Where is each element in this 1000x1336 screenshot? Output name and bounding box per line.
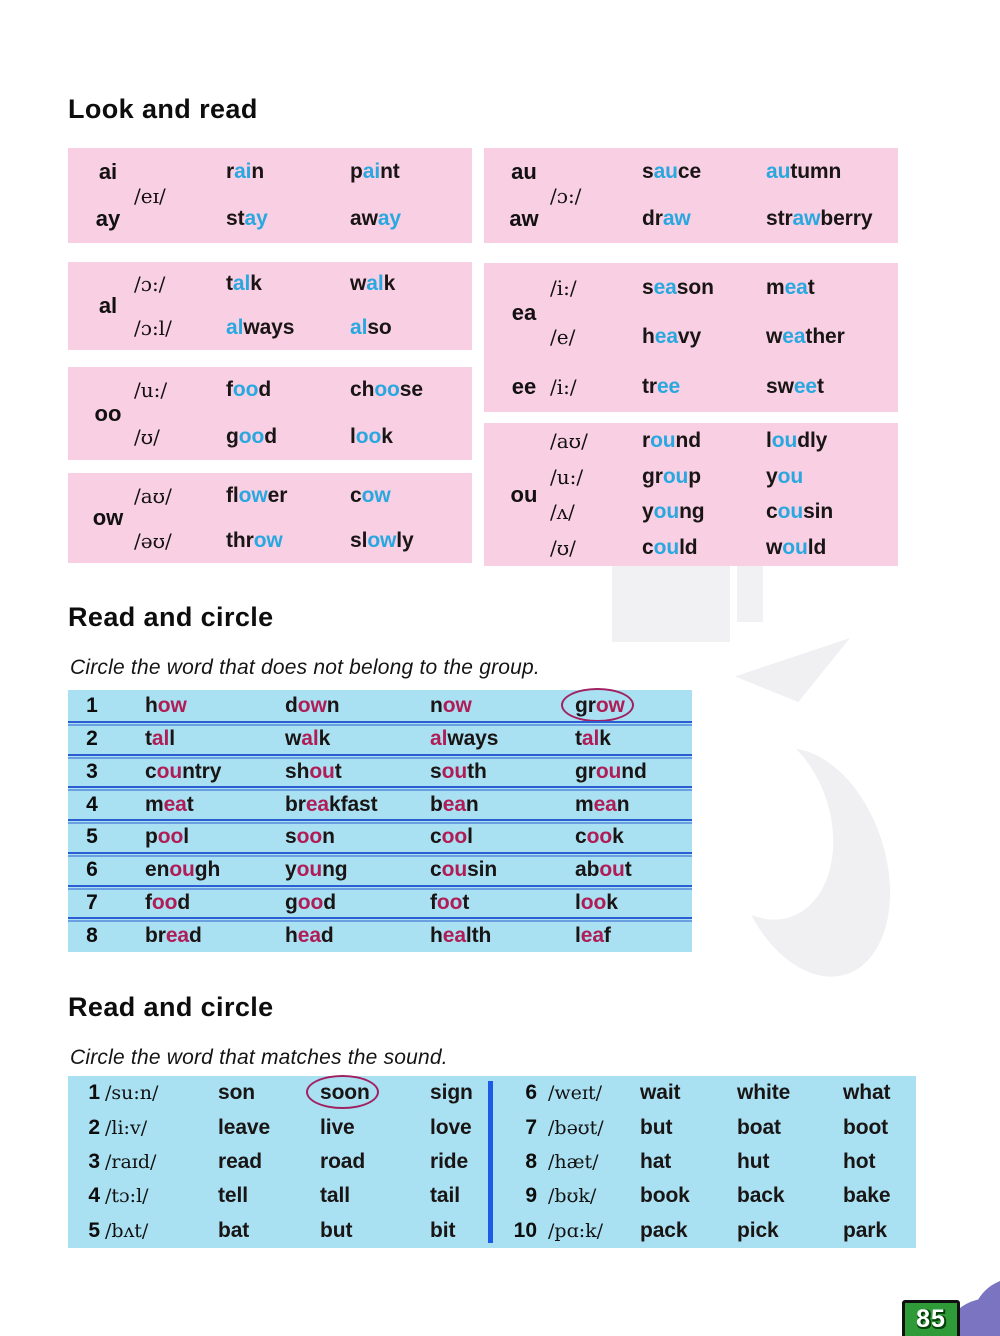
word: talk (226, 272, 262, 295)
word: walk (350, 272, 396, 295)
phonics-box-al (68, 262, 472, 350)
word-cell (766, 495, 898, 531)
word-cell[interactable] (145, 690, 187, 723)
table-row (68, 788, 692, 821)
pattern-label: aw (509, 206, 539, 232)
word-cell (642, 530, 766, 566)
row-number: 7 (86, 890, 98, 914)
row-number: 10 (513, 1218, 537, 1242)
ipa-label: /hæt/ (548, 1150, 599, 1173)
row-divider (68, 754, 692, 756)
word-cell[interactable] (575, 690, 625, 723)
pattern-label: al (98, 293, 118, 318)
word-cell[interactable] (285, 821, 335, 854)
row-number: 3 (88, 1149, 100, 1173)
table-row (68, 854, 692, 887)
word-cell[interactable] (575, 854, 632, 887)
word: cousin (766, 500, 834, 524)
word[interactable]: foot (430, 890, 470, 914)
word: look (350, 424, 393, 448)
word[interactable]: but (320, 1218, 353, 1242)
odd-one-out-table (68, 690, 692, 952)
word[interactable]: hat (640, 1149, 672, 1173)
word[interactable]: down (285, 694, 340, 718)
word[interactable]: bit (430, 1218, 456, 1242)
word[interactable]: road (320, 1149, 366, 1173)
pattern-label: ou (510, 481, 538, 507)
word: flower (226, 483, 288, 507)
page-number-badge (902, 1300, 960, 1336)
word[interactable]: sign (430, 1081, 473, 1105)
row-divider (68, 917, 692, 919)
word-cell[interactable] (640, 1214, 687, 1248)
pattern-label: oo (94, 400, 122, 426)
word-cell[interactable] (575, 723, 611, 756)
phonics-box-au-aw (484, 148, 898, 243)
word-cell[interactable] (737, 1214, 779, 1248)
ipa-label: /tɔ:l/ (105, 1185, 149, 1208)
word[interactable]: ground (575, 759, 647, 783)
word-cell (766, 362, 898, 412)
ipa-label: /i:/ (550, 375, 577, 400)
word[interactable]: leave (218, 1115, 271, 1139)
row-number: 2 (88, 1115, 100, 1139)
word: meat (766, 275, 815, 299)
word-cell[interactable] (430, 919, 491, 952)
word[interactable]: leaf (575, 923, 611, 947)
phonics-box-oo (68, 367, 472, 460)
column-divider (488, 1081, 493, 1243)
ipa-label: /aʊ/ (134, 483, 172, 508)
section-heading-read-and-circle-2: Read and circle (68, 992, 274, 1022)
word[interactable]: read (218, 1149, 262, 1173)
word: good (226, 424, 277, 448)
word[interactable]: how (145, 694, 187, 718)
word-cell[interactable] (285, 919, 334, 952)
word-cell (766, 148, 898, 196)
word[interactable]: now (430, 694, 472, 718)
row-number: 6 (86, 858, 98, 882)
word-cell (642, 362, 766, 412)
word[interactable]: pack (640, 1218, 688, 1242)
word-cell[interactable] (145, 723, 175, 756)
word[interactable]: head (285, 923, 334, 947)
ipa-label: /u:/ (550, 464, 584, 489)
word-cell[interactable] (575, 919, 611, 952)
word: throw (226, 528, 283, 552)
word[interactable]: pool (145, 825, 189, 849)
word-cell[interactable] (430, 690, 472, 723)
word-cell (350, 262, 472, 306)
word: paint (350, 159, 400, 183)
word[interactable]: breakfast (285, 792, 378, 816)
ipa-label: /ʌ/ (550, 500, 575, 525)
word[interactable]: country (145, 759, 222, 783)
word-cell (350, 367, 472, 414)
word[interactable]: book (640, 1184, 690, 1208)
word-cell (642, 423, 766, 459)
row-number: 5 (86, 825, 98, 849)
circled-word[interactable]: soon (320, 1081, 370, 1105)
word-cell (226, 518, 350, 563)
word[interactable]: good (285, 890, 336, 914)
word-cell[interactable] (737, 1110, 781, 1144)
word[interactable]: health (430, 923, 492, 947)
word-cell[interactable] (640, 1110, 672, 1144)
word[interactable]: tall (320, 1184, 350, 1208)
word: loudly (766, 428, 828, 452)
word-cell[interactable] (430, 723, 498, 756)
word-cell (226, 306, 350, 350)
word-cell[interactable] (737, 1145, 769, 1179)
word-cell[interactable] (737, 1076, 790, 1110)
word: sweet (766, 375, 824, 399)
word[interactable]: hot (843, 1149, 876, 1173)
word: slowly (350, 528, 414, 552)
word: young (642, 500, 705, 524)
ipa-label: /eɪ/ (134, 183, 166, 208)
word[interactable]: pick (737, 1218, 779, 1242)
word: you (766, 464, 804, 488)
ipa-label: /ɔ:l/ (134, 316, 172, 340)
word-cell (642, 148, 766, 196)
word: always (226, 316, 295, 339)
word-cell (642, 196, 766, 244)
word[interactable]: hut (737, 1149, 770, 1173)
word[interactable]: shout (285, 759, 342, 783)
row-number: 3 (86, 759, 98, 783)
word-cell[interactable] (575, 756, 647, 789)
corner-blob (972, 1278, 1000, 1336)
word-cell[interactable] (843, 1110, 888, 1144)
ipa-label: /u:/ (134, 378, 168, 403)
ipa-label: /weɪt/ (548, 1082, 603, 1105)
row-number: 8 (86, 923, 98, 947)
word-cell[interactable] (145, 854, 220, 887)
circled-word[interactable]: grow (575, 694, 625, 718)
word-cell[interactable] (285, 887, 336, 920)
word-cell[interactable] (843, 1214, 887, 1248)
word[interactable]: ride (430, 1149, 469, 1173)
word-cell[interactable] (430, 887, 469, 920)
word-cell[interactable] (145, 756, 221, 789)
table-row (68, 723, 692, 756)
word-cell[interactable] (145, 919, 202, 952)
word[interactable]: boat (737, 1115, 781, 1139)
word-cell[interactable] (285, 788, 378, 821)
word-cell (766, 313, 898, 363)
word: sauce (642, 159, 702, 183)
word-cell[interactable] (285, 854, 348, 887)
ipa-label: /i:/ (550, 275, 577, 300)
word: tree (642, 375, 681, 399)
row-number: 9 (525, 1184, 537, 1208)
phonics-box-ow (68, 473, 472, 563)
word[interactable]: cousin (430, 858, 498, 882)
word: weather (766, 325, 845, 349)
word-cell[interactable] (575, 821, 624, 854)
pattern-label: ay (95, 206, 121, 232)
word: season (642, 275, 714, 299)
word: autumn (766, 159, 842, 183)
table-row (68, 887, 692, 920)
word[interactable]: bat (218, 1218, 250, 1242)
word-cell (766, 196, 898, 244)
word[interactable]: white (737, 1081, 791, 1105)
word-cell[interactable] (145, 788, 194, 821)
page-number: 85 (916, 1305, 946, 1333)
word: cow (350, 483, 391, 507)
watermark-shape (735, 638, 850, 702)
word[interactable]: cool (430, 825, 473, 849)
word: would (766, 536, 827, 560)
row-number: 1 (86, 694, 98, 718)
word-cell[interactable] (285, 756, 342, 789)
word-cell[interactable] (737, 1179, 784, 1213)
word: group (642, 464, 702, 488)
row-number: 2 (86, 727, 98, 751)
row-number: 5 (88, 1218, 100, 1242)
word[interactable]: south (430, 759, 487, 783)
word[interactable]: always (430, 727, 499, 751)
word[interactable]: about (575, 858, 632, 882)
table-row (68, 821, 692, 854)
phonics-box-ai-ay (68, 148, 472, 243)
pattern-label: ee (511, 374, 537, 400)
word-cell (350, 306, 472, 350)
word-cell[interactable] (430, 821, 473, 854)
table-row (68, 756, 692, 789)
word-cell (226, 414, 350, 461)
word-cell[interactable] (575, 788, 629, 821)
row-divider (68, 852, 692, 854)
word-cell (642, 313, 766, 363)
pattern-label: ow (92, 505, 124, 530)
word[interactable]: bake (843, 1184, 891, 1208)
word-cell (350, 196, 472, 244)
row-number: 4 (86, 792, 98, 816)
ipa-label: /əʊ/ (134, 528, 172, 553)
word[interactable]: food (145, 890, 191, 914)
word-cell (350, 414, 472, 461)
word-cell (642, 263, 766, 313)
word: food (226, 378, 272, 402)
word[interactable]: young (285, 858, 348, 882)
ipa-label: /ɔ:/ (134, 272, 166, 296)
row-number: 6 (525, 1081, 537, 1105)
word-cell (226, 473, 350, 518)
word-cell (642, 495, 766, 531)
row-number: 4 (88, 1184, 100, 1208)
word-cell (766, 530, 898, 566)
word: draw (642, 207, 691, 231)
ipa-label: /ʊ/ (134, 424, 160, 449)
word-cell (350, 473, 472, 518)
word: away (350, 207, 401, 231)
word[interactable]: mean (575, 792, 630, 816)
word-cell[interactable] (145, 887, 190, 920)
word-cell[interactable] (575, 887, 618, 920)
word[interactable]: park (843, 1218, 887, 1242)
word-cell (642, 459, 766, 495)
word[interactable]: bread (145, 923, 202, 947)
word[interactable]: bean (430, 792, 479, 816)
word-cell (766, 459, 898, 495)
word: also (350, 316, 392, 339)
section-heading-read-and-circle-1: Read and circle (68, 602, 274, 632)
word: strawberry (766, 207, 873, 231)
row-divider (68, 786, 692, 788)
word-cell[interactable] (843, 1145, 875, 1179)
pattern-label: ea (511, 299, 537, 325)
word-cell[interactable] (145, 821, 189, 854)
row-divider (68, 721, 692, 723)
ipa-label: /raɪd/ (105, 1150, 157, 1173)
word[interactable]: wait (640, 1081, 681, 1105)
word-cell (226, 367, 350, 414)
pattern-label: au (511, 158, 537, 184)
row-number: 8 (525, 1149, 537, 1173)
word: rain (226, 159, 265, 183)
word: choose (350, 378, 423, 402)
word-cell[interactable] (640, 1179, 690, 1213)
word[interactable]: talk (575, 727, 611, 751)
word-cell[interactable] (843, 1076, 890, 1110)
ipa-label: /su:n/ (105, 1082, 159, 1105)
word[interactable]: cook (575, 825, 624, 849)
word-cell[interactable] (430, 756, 487, 789)
word: stay (226, 207, 268, 231)
word-cell (350, 518, 472, 563)
instruction-odd-one-out: Circle the word that does not belong to the group. (70, 656, 540, 679)
word: heavy (642, 325, 702, 349)
phonics-box-ea-ee (484, 263, 898, 412)
ipa-label: /bʊk/ (548, 1185, 597, 1208)
table-row (68, 919, 692, 952)
word-cell[interactable] (285, 690, 339, 723)
ipa-label: /bʌt/ (105, 1219, 149, 1242)
row-divider (68, 819, 692, 821)
word[interactable]: back (737, 1184, 785, 1208)
word-cell (226, 196, 350, 244)
row-divider (68, 885, 692, 887)
ipa-label: /li:v/ (105, 1116, 148, 1139)
word[interactable]: soon (285, 825, 335, 849)
phonics-box-ou (484, 423, 898, 566)
watermark-shape (612, 556, 730, 642)
sound-match-table (68, 1076, 916, 1248)
ipa-label: /ʊ/ (550, 536, 576, 561)
word[interactable]: boot (843, 1115, 889, 1139)
word[interactable]: look (575, 890, 618, 914)
word[interactable]: what (843, 1081, 891, 1105)
row-number: 1 (88, 1081, 100, 1105)
word[interactable]: walk (285, 727, 331, 751)
ipa-label: /ɔ:/ (550, 183, 582, 208)
word[interactable]: tail (430, 1184, 460, 1208)
word[interactable]: tall (145, 727, 175, 751)
word[interactable]: live (320, 1115, 355, 1139)
row-number: 7 (525, 1115, 537, 1139)
word: round (642, 428, 702, 452)
word[interactable]: but (640, 1115, 673, 1139)
pattern-label: ai (98, 158, 118, 184)
word-cell (226, 262, 350, 306)
word[interactable]: enough (145, 858, 221, 882)
ipa-label: /aʊ/ (550, 428, 588, 453)
word[interactable]: tell (218, 1184, 248, 1208)
word[interactable]: son (218, 1081, 256, 1105)
word-cell[interactable] (430, 854, 497, 887)
instruction-match-sound: Circle the word that matches the sound. (70, 1046, 448, 1069)
word-cell[interactable] (430, 788, 479, 821)
word-cell[interactable] (640, 1076, 680, 1110)
word-cell (226, 148, 350, 196)
word-cell[interactable] (285, 723, 330, 756)
word: could (642, 536, 698, 560)
section-heading-look-and-read: Look and read (68, 94, 258, 124)
word[interactable]: meat (145, 792, 194, 816)
word-cell[interactable] (640, 1145, 671, 1179)
ipa-label: /pɑ:k/ (548, 1219, 604, 1242)
word-cell (766, 423, 898, 459)
ipa-label: /e/ (550, 325, 576, 350)
word-cell[interactable] (843, 1179, 890, 1213)
word[interactable]: love (430, 1115, 472, 1139)
word-cell (766, 263, 898, 313)
word-cell (350, 148, 472, 196)
ipa-label: /bəʊt/ (548, 1116, 604, 1139)
table-row (68, 690, 692, 723)
